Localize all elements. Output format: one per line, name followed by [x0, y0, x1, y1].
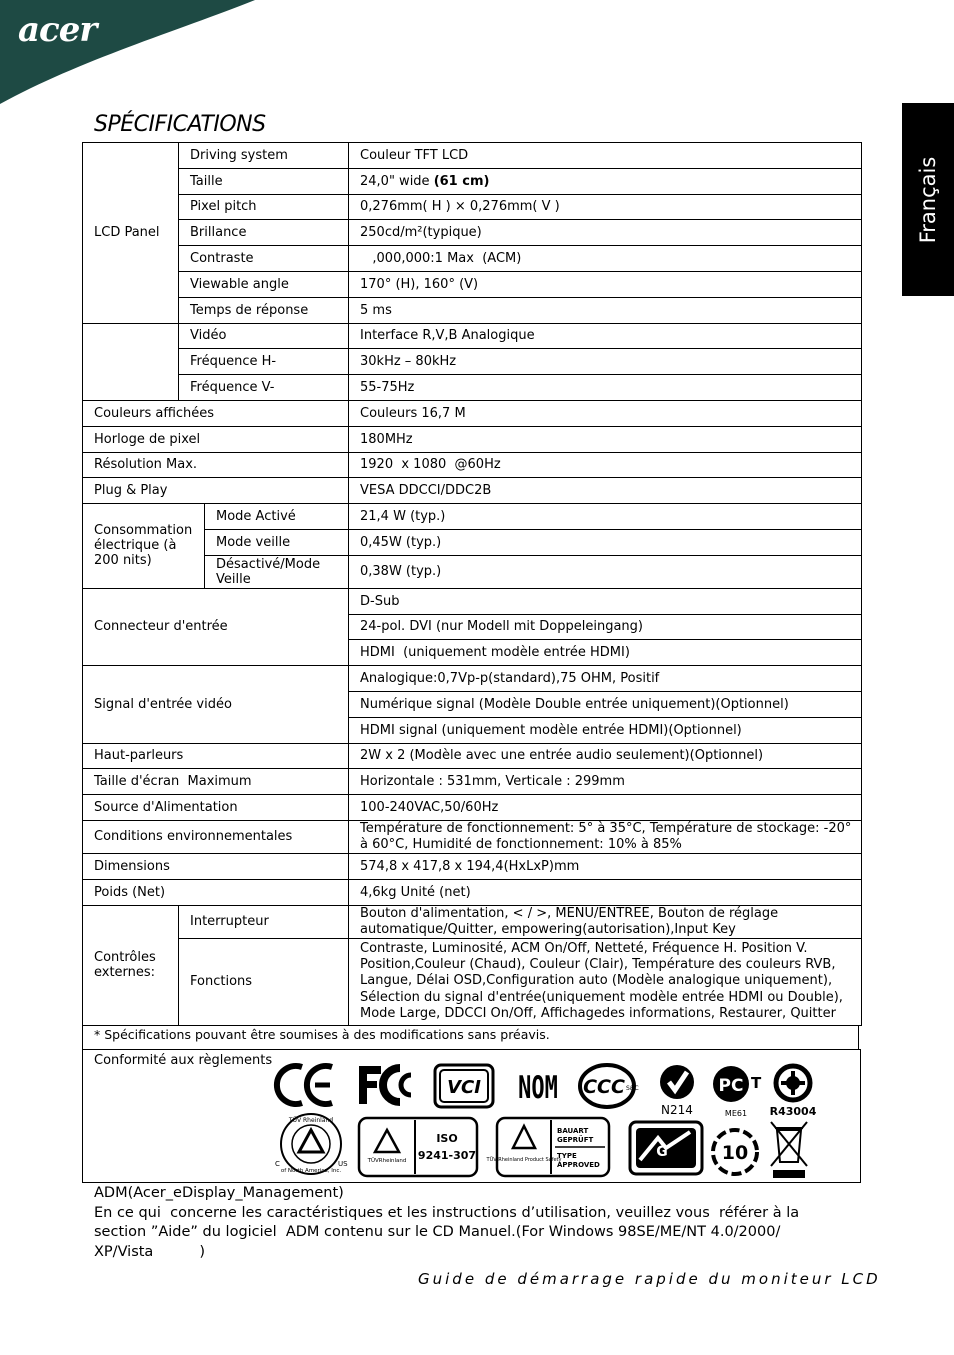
spec-key: Poids (Net) [83, 879, 349, 905]
spec-value: Bouton d'alimentation, < / >, MENU/ENTREE, Bouton de réglage automatique/Quitter, empowering(autorisation),Input Key [349, 905, 862, 938]
spec-value: Horizontale : 531mm, Verticale : 299mm [349, 769, 862, 795]
spec-key: Désactivé/Mode Veille [205, 555, 349, 588]
adm-description: En ce qui concerne les caractéristiques et les instructions d’utilisation, veuillez vous référer à la section ”Aide” du logiciel ADM contenu sur le CD Manuel.(For Windows 98SE/ME/NT 4.0/2000/ XP/Vista ) [94, 1204, 804, 1260]
footer-guide-title: Guide de démarrage rapide du moniteur LCD [418, 1270, 881, 1288]
spec-value: HDMI signal (uniquement modèle entrée HDMI)(Optionnel) [349, 717, 862, 743]
row-label-video-group [83, 323, 179, 400]
tuv-iso-logo-icon [357, 1116, 479, 1178]
spec-key: Mode veille [205, 529, 349, 555]
table-row [83, 143, 862, 169]
spec-value: 1920 x 1080 @60Hz [349, 452, 862, 478]
tuv-ring-bottom-label: of North America, Inc. [280, 1168, 342, 1174]
spec-value: Couleur TFT LCD [349, 143, 862, 169]
gs-ergo-logo-icon [628, 1120, 704, 1176]
spec-key: Taille d'écran Maximum [83, 769, 349, 795]
svg-text:CCC: CCC [583, 1076, 625, 1098]
gs-label: G [656, 1144, 668, 1160]
china-rohs-10-icon [709, 1126, 761, 1178]
fcc-logo-icon [355, 1063, 417, 1107]
rohs-number: 10 [721, 1142, 749, 1164]
svg-text:VCI: VCI [447, 1077, 481, 1098]
bauart-small-label: TÜV Rheinland Product Safety [486, 1157, 562, 1163]
row-label-input-connector: Connecteur d'entrée [83, 588, 349, 665]
spec-key: Driving system [179, 143, 349, 169]
row-label-lcd-panel: LCD Panel [83, 143, 179, 324]
spec-key: Fréquence V- [179, 375, 349, 401]
tuv-bauart-logo-icon [486, 1116, 611, 1178]
tuv-c-label: C [275, 1160, 280, 1168]
language-tab-label: Français [916, 156, 940, 243]
table-row [83, 297, 862, 323]
table-row [83, 769, 862, 795]
spec-key: Mode Activé [205, 504, 349, 530]
spec-key: Viewable angle [179, 271, 349, 297]
bauart-label-b: GEPRÜFT [557, 1136, 594, 1144]
table-row [83, 743, 862, 769]
ccc-sub-label: S&C [626, 1085, 639, 1092]
table-row [83, 588, 862, 614]
compliance-label: Conformité aux règlements [94, 1053, 273, 1068]
gost-r-logo-icon [768, 1062, 820, 1120]
ccc-logo-icon [578, 1062, 640, 1110]
specs-note: * Spécifications pouvant être soumises à des modifications sans préavis. [82, 1025, 859, 1049]
acer-banner [0, 0, 260, 104]
table-row [83, 478, 862, 504]
gost-pct-logo-icon [711, 1062, 761, 1120]
spec-key: Couleurs affichées [83, 400, 349, 426]
spec-value: 24-pol. DVI (nur Modell mit Doppeleingang) [349, 614, 862, 640]
language-tab [902, 103, 954, 296]
adm-title: ADM(Acer_eDisplay_Management) [94, 1185, 344, 1201]
spec-value: Contraste, Luminosité, ACM On/Off, Netteté, Fréquence H. Position V. Position,Couleur (Chaud), Couleur (Clair), Température des couleurs RVB, Langue, Délai OSD,Configuration auto (Modèle analogique uniquement), Sélection du signal d'entrée(uniquement modèle entrée HDMI ou Double), Mode Large, DDCCI On/Off, Affichagedes informations, Restaurer, Quitter [349, 938, 862, 1025]
spec-value: 0,276mm( H ) × 0,276mm( V ) [349, 194, 862, 220]
spec-value: 4,6kg Unité (net) [349, 879, 862, 905]
ce-mark-icon [278, 1063, 336, 1107]
table-row [83, 905, 862, 938]
row-label-power: Consommation électrique (à 200 nits) [83, 504, 205, 589]
spec-value: 55-75Hz [349, 375, 862, 401]
spec-value: Analogique:0,7Vp-p(standard),75 OHM, Positif [349, 666, 862, 692]
table-row [83, 853, 862, 879]
spec-value: 574,8 x 417,8 x 194,4(HxLxP)mm [349, 853, 862, 879]
spec-value: 250cd/m²(typique) [349, 220, 862, 246]
table-row [83, 666, 862, 692]
adm-section [94, 1184, 834, 1262]
spec-key: Fréquence H- [179, 349, 349, 375]
table-row [83, 795, 862, 821]
spec-value: Température de fonctionnement: 5° à 35°C, Température de stockage: -20° à 60°C, Humidité de fonctionnement: 10% à 85% [349, 820, 862, 853]
spec-key: Horloge de pixel [83, 426, 349, 452]
tuv-ring-label: TÜV Rheinland [288, 1117, 334, 1124]
tuv-rheinland-na-logo-icon [275, 1110, 351, 1182]
row-label-video-signal: Signal d'entrée vidéo [83, 666, 349, 743]
row-label-controls: Contrôles externes: [83, 905, 179, 1025]
table-row [83, 400, 862, 426]
table-row [83, 938, 862, 1025]
size-value: 24,0" wide [360, 173, 434, 189]
bauart-label-c: TYPE [557, 1152, 577, 1160]
spec-key: Brillance [179, 220, 349, 246]
spec-value: VESA DDCCI/DDC2B [349, 478, 862, 504]
spec-value: ,000,000:1 Max (ACM) [349, 246, 862, 272]
spec-value: 0,38W (typ.) [349, 555, 862, 588]
spec-value: Interface R,V,B Analogique [349, 323, 862, 349]
spec-value: Numérique signal (Modèle Double entrée uniquement)(Optionnel) [349, 691, 862, 717]
table-row [83, 246, 862, 272]
table-row [83, 194, 862, 220]
spec-key: Fonctions [179, 938, 349, 1025]
vcci-logo-icon [433, 1063, 495, 1109]
spec-value: 5 ms [349, 297, 862, 323]
spec-key: Temps de réponse [179, 297, 349, 323]
iso-small-label: TÜVRheinland [367, 1158, 407, 1164]
compliance-section [82, 1049, 861, 1183]
spec-table [82, 142, 862, 1026]
table-row [83, 426, 862, 452]
table-row [83, 271, 862, 297]
table-row [83, 879, 862, 905]
spec-key: Contraste [179, 246, 349, 272]
table-row [83, 504, 862, 530]
table-row [83, 452, 862, 478]
spec-key: Haut-parleurs [83, 743, 349, 769]
weee-bin-icon [767, 1118, 811, 1180]
spec-value: Couleurs 16,7 M [349, 400, 862, 426]
table-row [83, 323, 862, 349]
table-row [83, 220, 862, 246]
svg-text:NOM: NOM [518, 1070, 558, 1107]
spec-value: 170° (H), 160° (V) [349, 271, 862, 297]
iso-number-label: 9241-307 [417, 1149, 477, 1162]
c-tick-code: N214 [661, 1103, 693, 1117]
svg-text:T: T [751, 1074, 762, 1092]
spec-key: Vidéo [179, 323, 349, 349]
nom-logo-icon [513, 1063, 563, 1107]
spec-value: 180MHz [349, 426, 862, 452]
spec-value: 30kHz – 80kHz [349, 349, 862, 375]
spec-value: HDMI (uniquement modèle entrée HDMI) [349, 640, 862, 666]
bauart-label-a: BAUART [557, 1127, 589, 1135]
gost-r-code: R43004 [769, 1105, 817, 1118]
table-row [83, 820, 862, 853]
pct-code: ME61 [724, 1109, 748, 1118]
table-row [83, 375, 862, 401]
tuv-us-label: US [338, 1160, 348, 1168]
spec-value [349, 168, 862, 194]
spec-key: Résolution Max. [83, 452, 349, 478]
c-tick-logo-icon [653, 1062, 703, 1118]
spec-key: Pixel pitch [179, 194, 349, 220]
spec-value: 21,4 W (typ.) [349, 504, 862, 530]
size-value-bold: (61 cm) [433, 173, 490, 189]
iso-label: ISO [436, 1132, 458, 1145]
page-title: SPÉCIFICATIONS [94, 112, 266, 137]
spec-value: 0,45W (typ.) [349, 529, 862, 555]
svg-text:PC: PC [718, 1076, 744, 1096]
table-row [83, 349, 862, 375]
spec-value: 100-240VAC,50/60Hz [349, 795, 862, 821]
table-row [83, 168, 862, 194]
acer-logo: acer [18, 10, 97, 50]
spec-key: Interrupteur [179, 905, 349, 938]
spec-value: D-Sub [349, 588, 862, 614]
spec-value: 2W x 2 (Modèle avec une entrée audio seulement)(Optionnel) [349, 743, 862, 769]
bauart-label-d: APPROVED [557, 1161, 600, 1169]
spec-key: Dimensions [83, 853, 349, 879]
spec-key: Source d'Alimentation [83, 795, 349, 821]
spec-key: Plug & Play [83, 478, 349, 504]
spec-key: Taille [179, 168, 349, 194]
spec-key: Conditions environnementales [83, 820, 349, 853]
